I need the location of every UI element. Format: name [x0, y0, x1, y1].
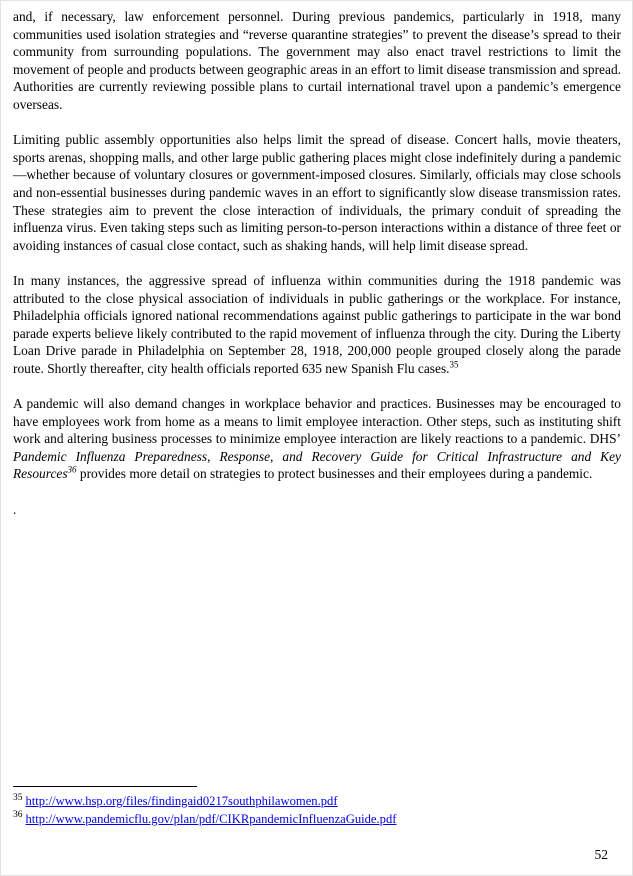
paragraph-workplace-changes: [13, 395, 621, 483]
paragraph-1918-philadelphia: [13, 272, 621, 378]
footnote-36: [13, 811, 621, 829]
footnotes-section: [13, 786, 621, 828]
page-number: 52: [594, 847, 608, 862]
footnote-marker-35: 35: [13, 792, 23, 803]
footnote-reference-36: 36: [67, 464, 77, 475]
footnote-separator-rule: [13, 786, 197, 787]
paragraph-quarantine-strategies: and, if necessary, law enforcement personnel. During previous pandemics, particularly in 1918, many communities used isolation strategies and “reverse quarantine strategies” to prevent the disease’s spread to their community from surrounding populations. The government may also enact travel restrictions to limit the movement of people and products between geographic areas in an effort to limit disease transmission and spread. Authorities are currently reviewing possible plans to curtail international travel upon a pandemic’s emergence overseas.: [13, 9, 621, 112]
footnote-marker-36: 36: [13, 810, 23, 821]
document-title-italic: Pandemic Influenza Preparedness, Response, and Recovery Guide for Critical Infrastructure and Key Resources: [13, 448, 621, 482]
footnote-35: [13, 793, 621, 811]
paragraph-text: A pandemic will also demand changes in workplace behavior and practices. Businesses may be encouraged to have employees work from home as a means to limit employee interaction. Other steps, such as instituting shift work and altering business processes to minimize employee interaction are likely reactions to a pandemic. DHS’: [13, 396, 621, 447]
footnote-reference-35: 35: [449, 359, 459, 370]
paragraph-public-assembly: Limiting public assembly opportunities also helps limit the spread of disease. Concert halls, movie theaters, sports arenas, shopping malls, and other large public gathering places might close indefinitely during a pandemic—whether because of voluntary closures or government-imposed closures. Similarly, officials may close schools and non-essential businesses during pandemic waves in an effort to significantly slow disease transmission rates. These strategies aim to prevent the close interaction of individuals, the primary conduit of spreading the influenza virus. Even taking steps such as limiting person-to-person interactions within a distance of three feet or avoiding instances of casual close contact, such as shaking hands, will help limit disease spread.: [13, 132, 621, 253]
page-body: [13, 8, 621, 518]
footnote-link-pandemicflu[interactable]: http://www.pandemicflu.gov/plan/pdf/CIKRpandemicInfluenzaGuide.pdf: [25, 811, 397, 826]
paragraph-text: In many instances, the aggressive spread of influenza within communities during the 1918 pandemic was attributed to the close physical association of individuals in public gatherings or the workplace. For instance, Philadelphia officials ignored national recommendations against public gatherings to participate in the war bond parade experts believe likely contributed to the rapid movement of influenza through the city. During the Liberty Loan Drive parade in Philadelphia on September 28, 1918, 200,000 people grouped closely along the parade route. Shortly thereafter, city health officials reported 635 new Spanish Flu cases.: [13, 272, 621, 376]
paragraph-text: provides more detail on strategies to protect businesses and their employees during a pandemic.: [76, 466, 593, 482]
stray-period: .: [13, 501, 17, 517]
footnote-link-hsp[interactable]: http://www.hsp.org/files/findingaid0217southphilawomen.pdf: [25, 794, 338, 808]
